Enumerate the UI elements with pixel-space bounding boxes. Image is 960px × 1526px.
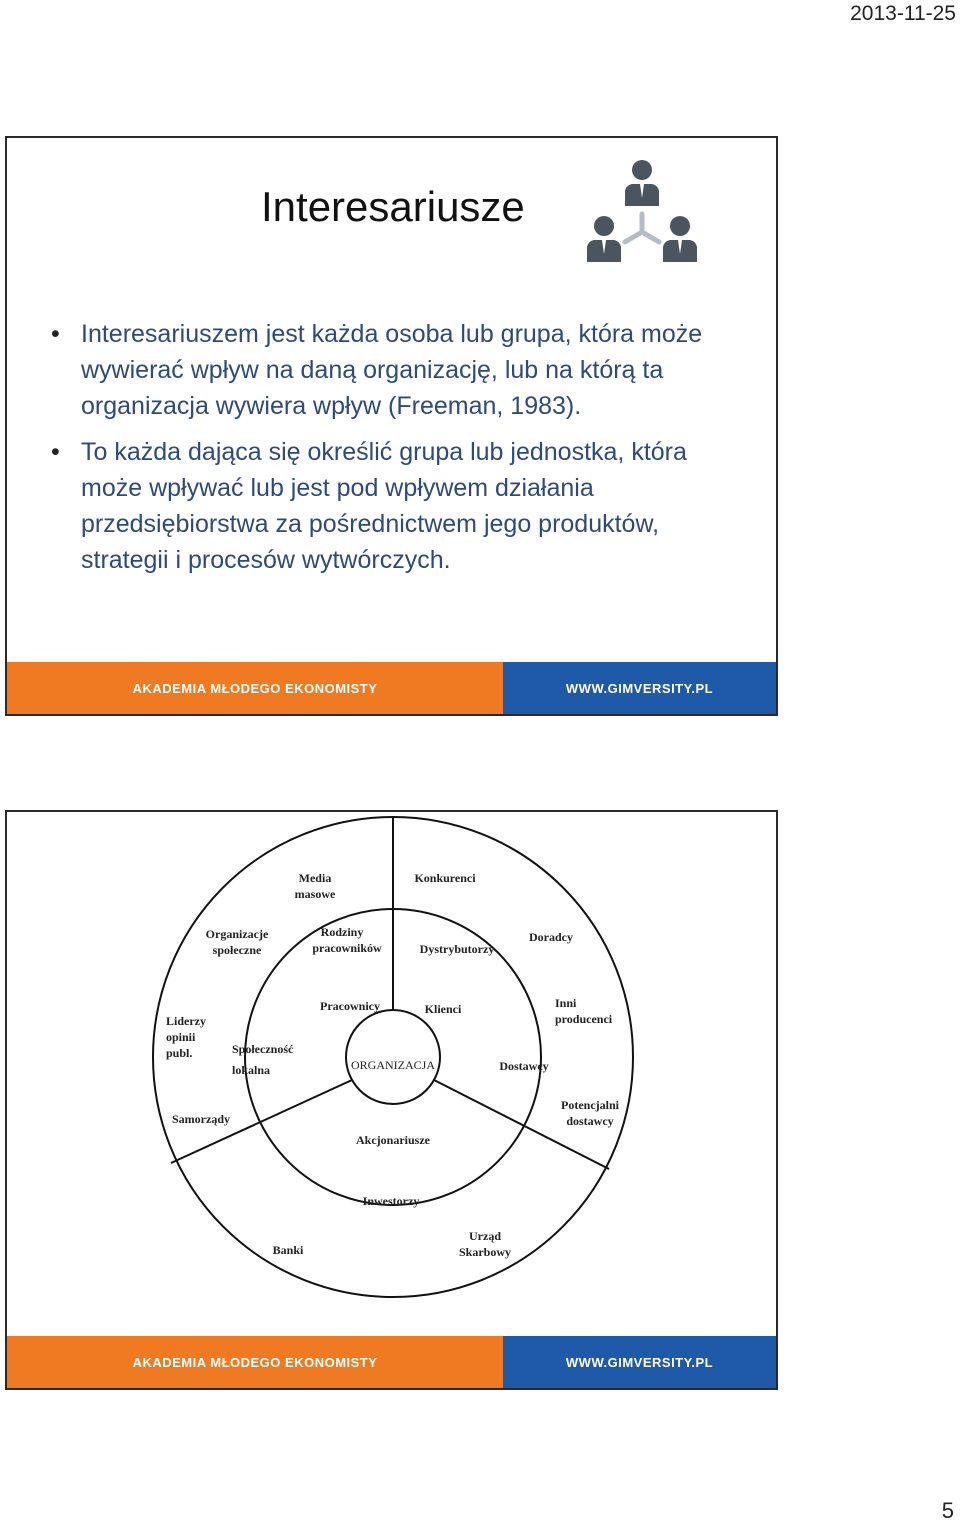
center-circle	[346, 1010, 440, 1104]
label-opinii: opinii	[166, 1030, 196, 1044]
footer-right-text: WWW.GIMVERSITY.PL	[565, 680, 714, 696]
label-akcjonariusze: Akcjonariusze	[356, 1133, 430, 1147]
label-dostawcy-potencjalni: dostawcy	[566, 1114, 614, 1128]
label-masowe: masowe	[294, 887, 336, 901]
page-date: 2013-11-25	[850, 2, 956, 25]
slide-interesariusze	[5, 136, 778, 716]
bullet-item: • To każda dająca się określić grupa lub jednostka, która może wpływać lub jest pod wpływem działania przedsiębiorstwa za pośrednictwem jego produktów, strategii i procesów wytwórczych.	[51, 434, 741, 578]
footer-left-band	[7, 1336, 503, 1388]
label-publ: publ.	[166, 1046, 193, 1060]
label-urzad: Urząd	[469, 1229, 501, 1243]
label-klienci: Klienci	[424, 1002, 462, 1016]
label-lokalna: lokalna	[232, 1063, 271, 1077]
footer-left-text: AKADEMIA MŁODEGO EKONOMISTY	[132, 680, 378, 696]
label-konkurenci: Konkurenci	[414, 871, 476, 885]
label-producenci: producenci	[555, 1012, 613, 1026]
label-dystrybutorzy: Dystrybutorzy	[419, 942, 495, 956]
slide-stakeholder-diagram	[5, 810, 778, 1390]
slide-footer	[7, 662, 776, 714]
label-pracownikow: pracowników	[312, 941, 382, 955]
label-pracownicy: Pracownicy	[320, 999, 380, 1013]
label-liderzy: Liderzy	[166, 1014, 206, 1028]
label-organizacje: Organizacje	[205, 927, 269, 941]
label-banki: Banki	[272, 1243, 304, 1257]
footer-right-band	[503, 1336, 776, 1388]
bullet-item: • Interesariuszem jest każda osoba lub grupa, która może wywierać wpływ na daną organizację, lub na którą ta organizacja wywiera wpływ (Freeman, 1983).	[51, 316, 741, 424]
label-spolecznosc: Społeczność	[232, 1042, 294, 1056]
footer-left-band	[7, 662, 503, 714]
slide-title: Interesariusze	[261, 183, 525, 230]
page-number: 5	[941, 1498, 954, 1523]
bullet-list	[51, 316, 741, 588]
label-samorzady: Samorządy	[172, 1112, 230, 1126]
footer-left-text: AKADEMIA MŁODEGO EKONOMISTY	[132, 1354, 378, 1370]
footer-right-text: WWW.GIMVERSITY.PL	[565, 1354, 714, 1370]
label-inni: Inni	[555, 996, 577, 1010]
stakeholders-icon	[585, 158, 700, 268]
slide-footer	[7, 1336, 776, 1388]
label-dostawcy: Dostawcy	[499, 1059, 549, 1073]
label-media: Media	[298, 871, 332, 885]
footer-right-band	[503, 662, 776, 714]
label-inwestorzy: Inwestorzy	[362, 1194, 420, 1208]
label-skarbowy: Skarbowy	[458, 1245, 512, 1259]
label-rodziny: Rodziny	[320, 925, 364, 939]
label-potencjalni: Potencjalni	[561, 1098, 619, 1112]
label-organizacja: ORGANIZACJA	[351, 1058, 435, 1072]
stakeholder-ring-diagram	[7, 812, 778, 1390]
label-spoleczne: społeczne	[212, 943, 262, 957]
label-doradcy: Doradcy	[529, 930, 573, 944]
